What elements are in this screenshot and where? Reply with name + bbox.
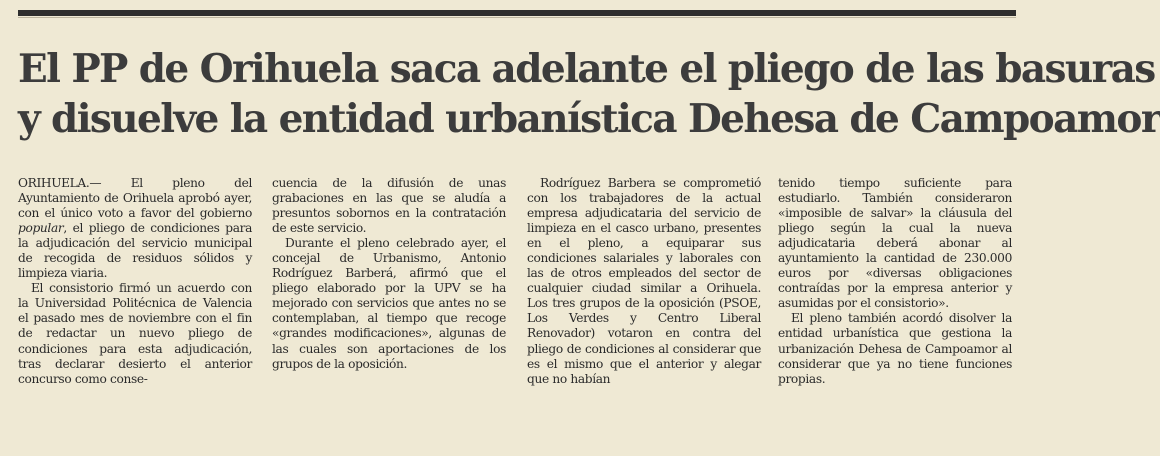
paragraph: Durante el pleno celebrado ayer, el concejal de Urbanismo, Antonio Rodríguez Barberá, afirmó que el pliego elaborado por la UPV se ha mejorado con servicios que antes no se contemplaban, al tiempo que recoge «grandes modificaciones», algunas de las cuales son aportaciones de los grupos de la oposición. [272,236,506,371]
paragraph: El consistorio firmó un acuerdo con la Universidad Politécnica de Valencia el pasado mes de noviembre con el fin de redactar un nuevo pliego de condiciones para esta adjudicación, tras declarar desierto el anterior concurso como conse- [18,281,252,386]
article-column-4 [778,176,1012,387]
top-rule [18,10,1016,16]
article-column-3 [527,176,761,387]
paragraph: Rodríguez Barbera se comprometió con los trabajadores de la actual empresa adjudicataria del servicio de limpieza en el casco urbano, presentes en el pleno, a equiparar sus condiciones salariales y laborales con las de otros empleados del sector de cualquier ciudad similar a Orihuela. Los tres grupos de la oposición (PSOE, Los Verdes y Centro Liberal Renovador) votaron en contra del pliego de condiciones al considerar que es el mismo que el anterior y alegar que no habían [527,176,761,386]
article-column-2 [272,176,506,372]
headline-line-2: y disuelve la entidad urbanística Dehesa de Campoamor [18,96,1160,142]
paragraph: tenido tiempo suficiente para estudiarlo. También consideraron «imposible de salvar» la cláusula del pliego según la cual la nueva adjudicataria deberá abonar al ayuntamiento la cantidad de 230.000 euros por «diversas obligaciones contraídas por la empresa anterior y asumidas por el consistorio». [778,176,1012,311]
paragraph: El pleno también acordó disolver la entidad urbanística que gestiona la urbanización Dehesa de Campoamor al considerar que ya no tiene funciones propias. [778,311,1012,386]
headline [18,44,1160,144]
article-column-1 [18,176,252,387]
top-rule-shadow [18,17,1016,18]
paragraph [18,176,252,281]
italic-word: popular [18,221,64,236]
dateline: ORIHUELA.— [18,176,102,190]
paragraph: cuencia de la difusión de unas grabaciones en las que se aludía a presuntos sobornos en la contratación de este servicio. [272,176,506,236]
paragraph-text: , el pliego de condiciones para la adjudicación del servicio municipal de recogida de residuos sólidos y limpieza viaria. [18,221,252,281]
headline-line-1: El PP de Orihuela saca adelante el pliego de las basuras [18,46,1155,92]
paragraph-text: El pleno del Ayuntamiento de Orihuela aprobó ayer, con el único voto a favor del gobierno [18,176,252,221]
article-body [18,176,1010,426]
